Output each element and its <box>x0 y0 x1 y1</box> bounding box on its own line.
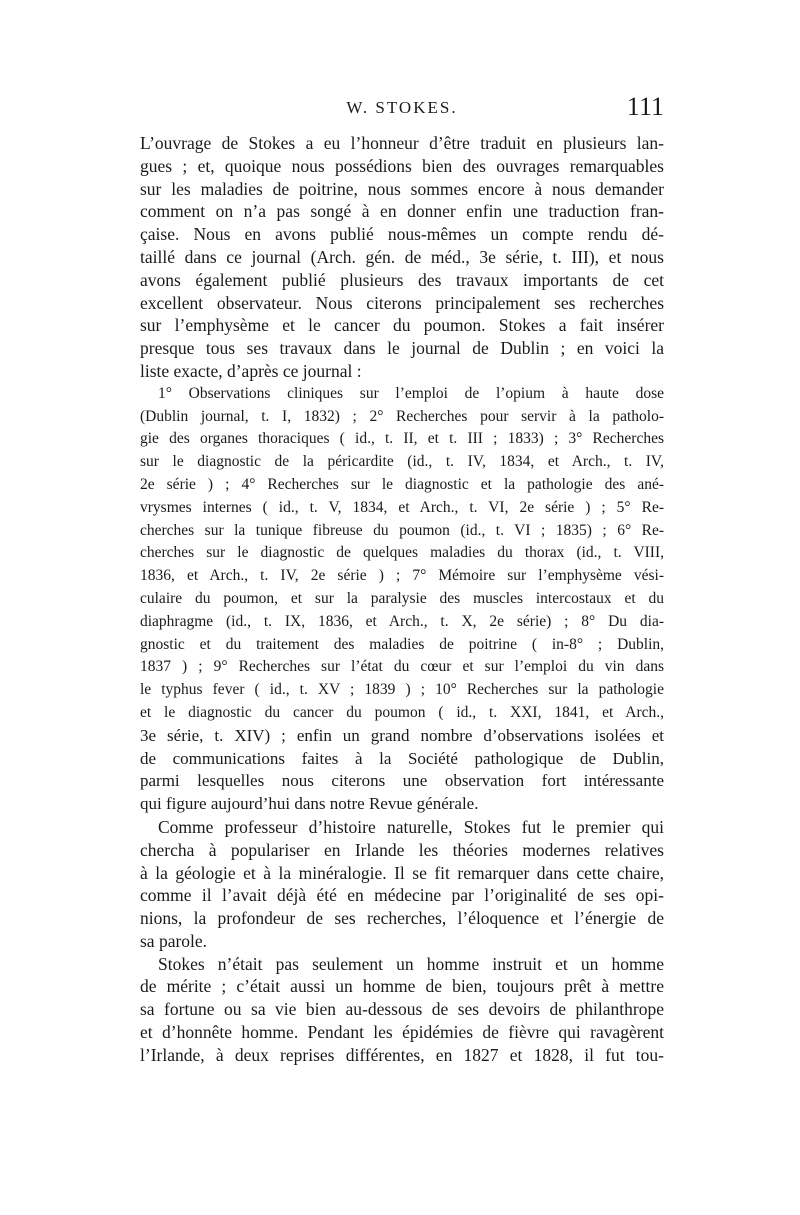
text-line: liste exacte, d’après ce journal : <box>140 360 362 381</box>
text-line: le typhus fever ( id., t. XV ; 1839 ) ; 10° Recherches sur la pathologie <box>140 681 664 699</box>
text-line: cherches sur la tunique fibreuse du poumon (id., t. VI ; 1835) ; 6° Re- <box>140 521 664 539</box>
text-line: qui figure aujourd’hui dans notre Revue générale. <box>140 794 479 814</box>
body-text <box>140 132 664 1067</box>
text-line: de communications faites à la Société pathologique de Dublin, <box>140 748 664 768</box>
text-line: de mérite ; c’était aussi un homme de bien, toujours prêt à mettre <box>140 976 664 997</box>
text-line: sa parole. <box>140 930 208 951</box>
text-line: parmi lesquelles nous citerons une observation fort intéressante <box>140 771 664 791</box>
text-line: 1837 ) ; 9° Recherches sur l’état du cœur et sur l’emploi du vin dans <box>140 658 664 676</box>
works-list <box>140 383 664 816</box>
page-header <box>140 92 664 122</box>
text-line: sur le diagnostic de la péricardite (id., t. IV, 1834, et Arch., t. IV, <box>140 453 664 471</box>
text-line: Comme professeur d’histoire naturelle, Stokes fut le premier qui <box>158 816 664 837</box>
text-line: 1° Observations cliniques sur l’emploi de l’opium à haute dose <box>158 384 664 402</box>
running-head: W. STOKES. <box>346 98 458 117</box>
text-line: à la géologie et à la minéralogie. Il se fit remarquer dans cette chaire, <box>140 862 664 883</box>
text-line: et le diagnostic du cancer du poumon ( id., t. XXI, 1841, et Arch., <box>140 703 664 721</box>
text-line: comment on n’a pas songé à en donner enfin une traduction fran- <box>140 201 664 222</box>
text-line: et d’honnête homme. Pendant les épidémies de fièvre qui ravagèrent <box>140 1022 664 1043</box>
text-line: sur les maladies de poitrine, nous sommes encore à nous demander <box>140 178 664 199</box>
text-line: cherches sur le diagnostic de quelques maladies du thorax (id., t. VIII, <box>140 544 664 562</box>
text-line: culaire du poumon, et sur la paralysie des muscles intercostaux et du <box>140 589 664 607</box>
paragraph-natural-history <box>140 816 664 953</box>
text-line: 3e série, t. XIV) ; enfin un grand nombre d’observations isolées et <box>140 725 664 745</box>
paragraph-philanthropy <box>140 953 664 1067</box>
page-number: 111 <box>626 92 664 121</box>
text-line: nions, la profondeur de ses recherches, l’éloquence et l’énergie de <box>140 908 664 929</box>
text-line: taillé dans ce journal (Arch. gén. de méd., 3e série, t. III), et nous <box>140 246 664 267</box>
text-line: (Dublin journal, t. I, 1832) ; 2° Recherches pour servir à la patholo- <box>140 407 664 425</box>
text-line: excellent observateur. Nous citerons principalement ses recherches <box>140 292 664 313</box>
text-line: gues ; et, quoique nous possédions bien des ouvrages remarquables <box>140 155 664 176</box>
text-line: 1836, et Arch., t. IV, 2e série ) ; 7° Mémoire sur l’emphysème vési- <box>140 567 664 585</box>
text-line: avons également publié plusieurs des travaux importants de cet <box>140 269 664 290</box>
text-line: chercha à populariser en Irlande les théories modernes relatives <box>140 839 664 860</box>
text-line: sur l’emphysème et le cancer du poumon. Stokes a fait insérer <box>140 315 664 336</box>
text-line: gnostic et du traitement des maladies de poitrine ( in-8° ; Dublin, <box>140 635 664 653</box>
text-line: 2e série ) ; 4° Recherches sur le diagnostic et la pathologie des ané- <box>140 475 664 493</box>
text-line: çaise. Nous en avons publié nous-mêmes un compte rendu dé- <box>140 224 664 245</box>
text-line: comme il l’avait déjà été en médecine par l’originalité de ses opi- <box>140 885 664 906</box>
text-line: l’Irlande, à deux reprises différentes, en 1827 et 1828, il fut tou- <box>140 1044 664 1065</box>
text-line: presque tous ses travaux dans le journal de Dublin ; en voici la <box>140 338 664 359</box>
text-line: L’ouvrage de Stokes a eu l’honneur d’être traduit en plusieurs lan- <box>140 133 664 153</box>
text-line: vrysmes internes ( id., t. V, 1834, et Arch., t. VI, 2e série ) ; 5° Re- <box>140 498 664 516</box>
text-line: diaphragme (id., t. IX, 1836, et Arch., t. X, 2e série) ; 8° Du dia- <box>140 612 664 630</box>
text-line: Stokes n’était pas seulement un homme instruit et un homme <box>158 953 664 974</box>
text-line: sa fortune ou sa vie bien au-dessous de ses devoirs de philanthrope <box>140 999 664 1020</box>
paragraph-intro <box>140 132 664 383</box>
text-line: gie des organes thoraciques ( id., t. II, et t. III ; 1833) ; 3° Recherches <box>140 430 664 448</box>
